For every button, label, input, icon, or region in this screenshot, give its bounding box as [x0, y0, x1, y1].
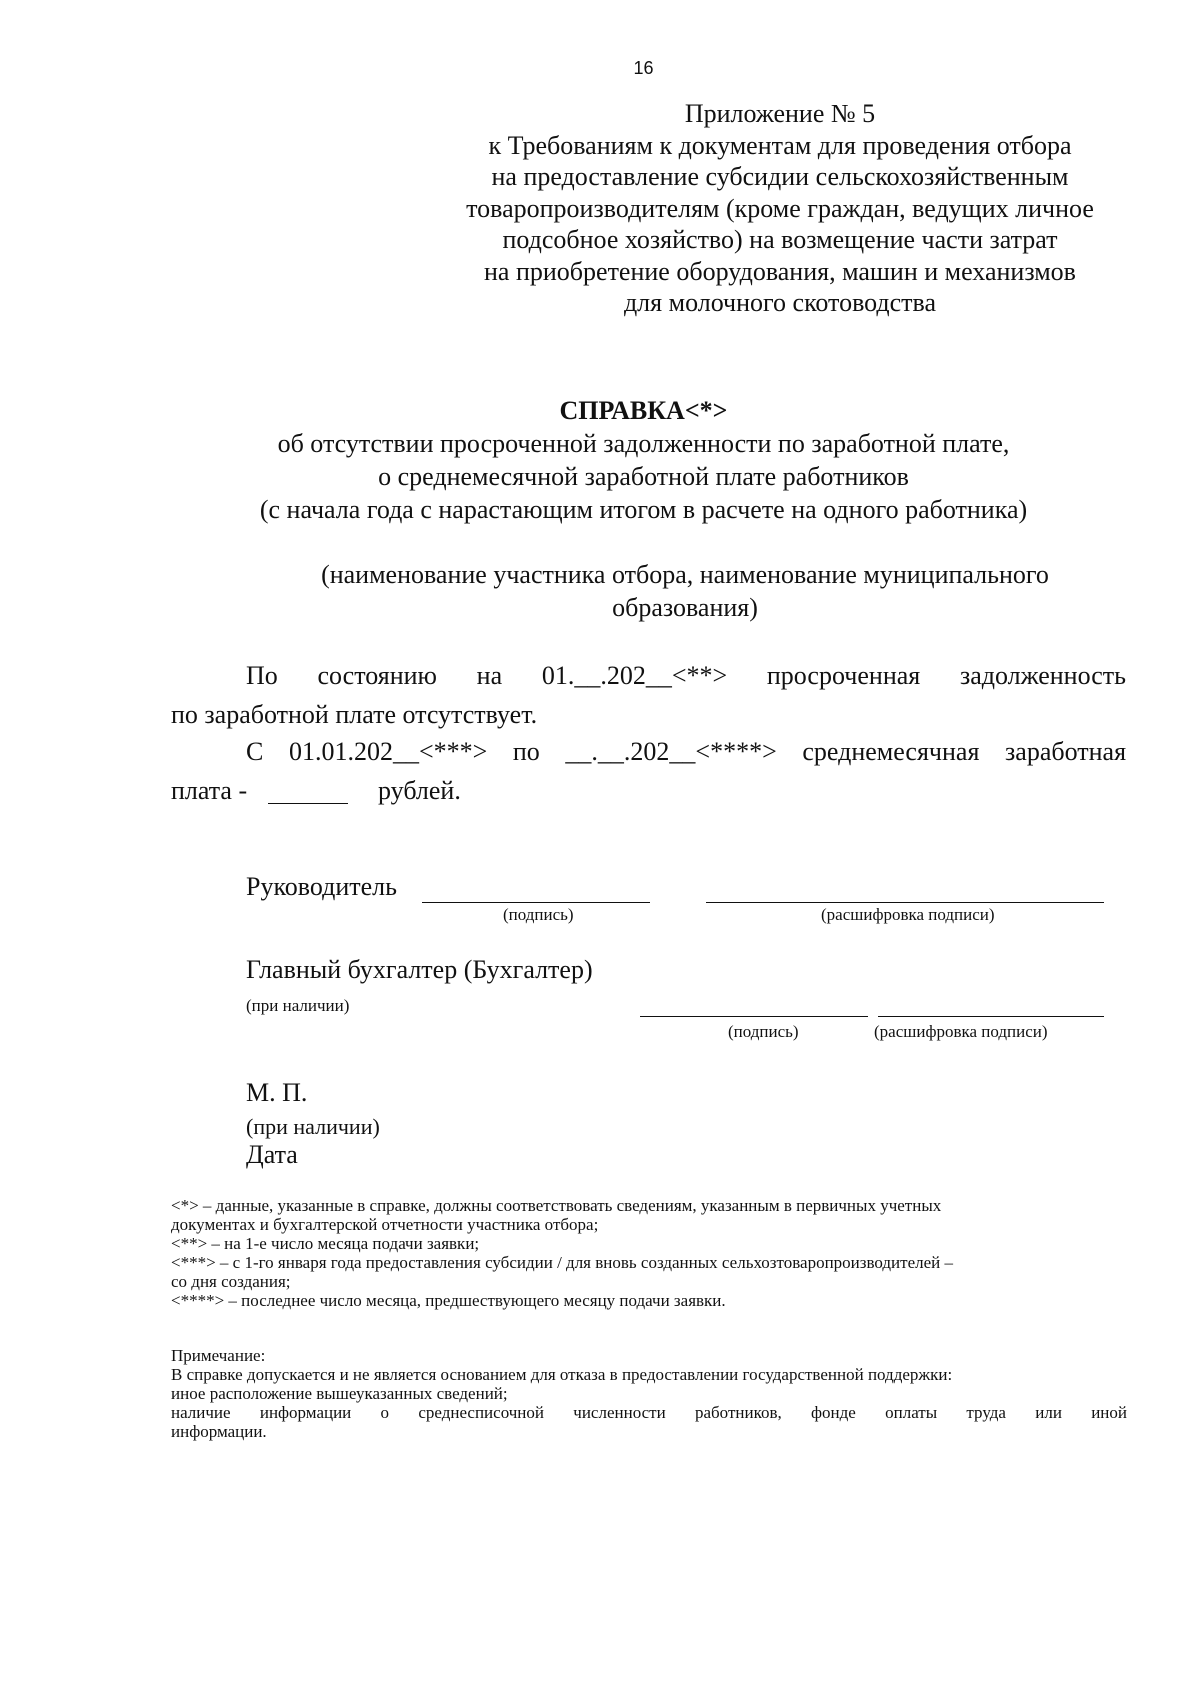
- note-line: информации.: [171, 1422, 267, 1441]
- footnote-line: <***> – с 1-го января года предоставления субсидии / для вновь созданных сельхозтоваропроизводителей –: [171, 1253, 953, 1272]
- participant-line: образования): [612, 593, 758, 622]
- head-decode-line: [706, 902, 1104, 903]
- stamp-label: М. П.: [246, 1078, 308, 1107]
- appendix-line: для молочного скотоводства: [623, 288, 937, 317]
- footnote-line: <*> – данные, указанные в справке, должны соответствовать сведениям, указанным в первичных учетных: [171, 1196, 942, 1215]
- salary-label: плата -: [171, 776, 248, 805]
- accountant-decode-line: [878, 1016, 1104, 1017]
- heading-line: об отсутствии просроченной задолженности по заработной плате,: [277, 429, 1010, 458]
- document-heading: [0, 394, 1200, 526]
- heading-line: о среднемесячной заработной плате работников: [378, 462, 909, 491]
- footnote-line: <**> – на 1-е число месяца подачи заявки;: [171, 1234, 480, 1253]
- paragraph-debt-line1: По состоянию на 01.__.202__<**> просроченная задолженность: [246, 661, 1127, 690]
- appendix-line: на предоставление субсидии сельскохозяйственным: [491, 162, 1069, 191]
- footnotes: [171, 1196, 1127, 1310]
- accountant-note: (при наличии): [246, 996, 350, 1015]
- participant-line: (наименование участника отбора, наименование муниципального: [321, 560, 1049, 589]
- appendix-line: товаропроизводителям (кроме граждан, ведущих личное: [466, 193, 1094, 223]
- head-decode-caption: (расшифровка подписи): [821, 905, 995, 924]
- note-title: Примечание:: [171, 1346, 266, 1365]
- note-line: наличие информации о среднесписочной численности работников, фонде оплаты труда или иной: [171, 1403, 1127, 1422]
- appendix-line: на приобретение оборудования, машин и механизмов: [484, 256, 1076, 286]
- accountant-signature-line: [640, 1016, 868, 1017]
- note-line: иное расположение вышеуказанных сведений;: [171, 1384, 508, 1403]
- paragraph-debt-line2: по заработной плате отсутствует.: [171, 700, 538, 729]
- paragraph-salary-line1: С 01.01.202__<***> по __.__.202__<****> среднемесячная заработная: [246, 737, 1127, 766]
- head-label: Руководитель: [246, 872, 397, 901]
- footnote-line: со дня создания;: [171, 1272, 291, 1291]
- participant-caption: [0, 558, 1200, 624]
- appendix-line: подсобное хозяйство) на возмещение части затрат: [502, 225, 1058, 254]
- page-number: 16: [633, 58, 654, 78]
- date-label: Дата: [246, 1140, 298, 1169]
- head-signature-caption: (подпись): [503, 905, 574, 924]
- accountant-label: Главный бухгалтер (Бухгалтер): [246, 955, 593, 984]
- appendix-line: Приложение № 5: [684, 99, 876, 128]
- salary-blank-line: [268, 803, 348, 804]
- note-block: [171, 1346, 1127, 1441]
- accountant-decode-caption: (расшифровка подписи): [874, 1022, 1048, 1041]
- document-title: СПРАВКА<*>: [559, 396, 728, 425]
- footnote-line: <****> – последнее число месяца, предшествующего месяцу подачи заявки.: [171, 1291, 726, 1310]
- head-signature-line: [422, 902, 650, 903]
- note-line: В справке допускается и не является основанием для отказа в предоставлении государственной поддержки:: [171, 1365, 953, 1384]
- stamp-note: (при наличии): [246, 1114, 380, 1139]
- accountant-signature-caption: (подпись): [728, 1022, 799, 1041]
- appendix-line: к Требованиям к документам для проведения отбора: [488, 130, 1072, 160]
- footnote-line: документах и бухгалтерской отчетности участника отбора;: [171, 1215, 599, 1234]
- salary-unit: рублей.: [378, 776, 461, 805]
- heading-line: (с начала года с нарастающим итогом в расчете на одного работника): [259, 495, 1028, 524]
- appendix-header: [420, 98, 1140, 319]
